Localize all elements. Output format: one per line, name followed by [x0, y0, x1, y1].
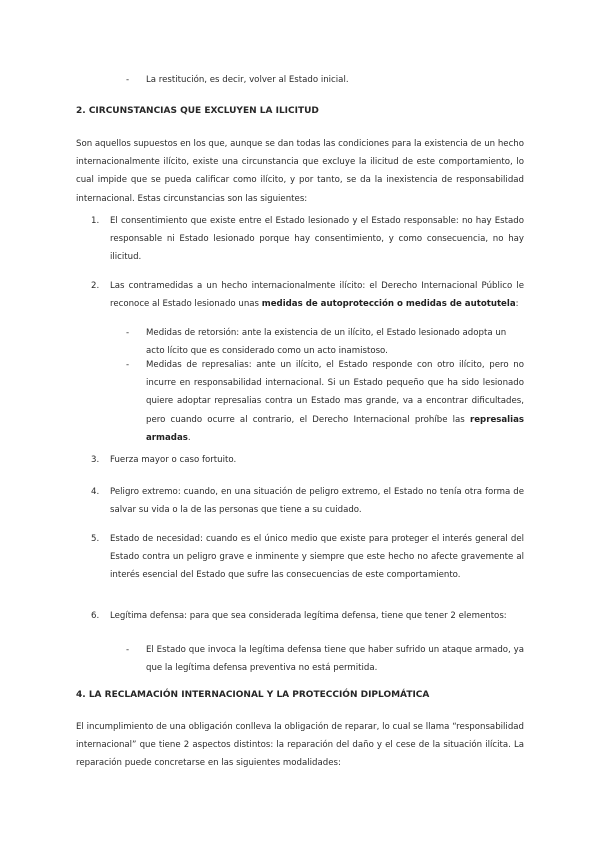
section-2-intro: Son aquellos supuestos en los que, aunque se dan todas las condiciones para la existencia de un hecho internacionalmente ilícito, existe una circunstancia que excluye la ilicitud de este comportamiento, lo cual impide que se pueda calificar como ilícito, y por tanto, se da la inexistencia de responsabilidad internacional. Estas circunstancias son las siguientes:: [76, 139, 524, 204]
list-number: 2.: [91, 281, 100, 291]
item-text-end: :: [515, 299, 519, 310]
sub-item-represalias: [146, 356, 524, 447]
section-4-heading: 4. LA RECLAMACIÓN INTERNACIONAL Y LA PROTECCIÓN DIPLOMÁTICA: [76, 690, 430, 700]
list-number: 4.: [91, 487, 100, 497]
item-text: Las contramedidas a un hecho internacionalmente ilícito: el Derecho Internacional Público le reconoce al Estado lesionado unas: [110, 281, 524, 310]
list-number: 1.: [91, 216, 100, 226]
bold-term: medidas de autoprotección o medidas de autotutela: [261, 299, 516, 310]
section-2-heading: 2. CIRCUNSTANCIAS QUE EXCLUYEN LA ILICITUD: [76, 106, 319, 116]
list-item-legitima-defensa: Legítima defensa: para que sea considerada legítima defensa, tiene que tener 2 elementos:: [110, 611, 507, 621]
item-text-end: .: [187, 432, 191, 443]
bullet-dash: -: [126, 645, 130, 655]
bullet-dash: -: [126, 328, 130, 338]
bold-term: represalias armadas: [146, 414, 524, 443]
list-number: 3.: [91, 455, 100, 465]
list-number: 5.: [91, 534, 100, 544]
bullet-dash: -: [126, 75, 130, 85]
bullet-dash: -: [126, 360, 130, 370]
sub-item-retorsion: Medidas de retorsión: ante la existencia de un ilícito, el Estado lesionado adopta un acto lícito que es considerado como un acto inamistoso.: [146, 328, 507, 357]
list-item-fuerza-mayor: Fuerza mayor o caso fortuito.: [110, 455, 237, 465]
list-item-contramedidas: [110, 277, 524, 313]
list-item-consentimiento: El consentimiento que existe entre el Estado lesionado y el Estado responsable: no hay Estado responsable ni Estado lesionado porque hay consentimiento, y como consecuencia, no hay ilicitud.: [110, 216, 524, 263]
list-item-peligro-extremo: Peligro extremo: cuando, en una situación de peligro extremo, el Estado no tenía otra forma de salvar su vida o la de las personas que tiene a su cuidado.: [110, 487, 524, 516]
sub-item-ataque-armado: El Estado que invoca la legítima defensa tiene que haber sufrido un ataque armado, ya que la legítima defensa preventiva no está permitida.: [146, 645, 524, 674]
list-item-restitucion: La restitución, es decir, volver al Estado inicial.: [146, 75, 349, 85]
section-4-intro: El incumplimiento de una obligación conlleva la obligación de reparar, lo cual se llama “responsabilidad internacional” que tiene 2 aspectos distintos: la reparación del daño y el cese de la situación ilícita. La reparación puede concretarse en las siguientes modalidades:: [76, 722, 524, 769]
item-text: Medidas de represalias: ante un ilícito, el Estado responde con otro ilícito, pero no incurre en responsabilidad internacional. Si un Estado pequeño que ha sido lesionado quiere adoptar represalias contra un Estado mas grande, va a encontrar dificultades, pero cuando ocurre al contrario, el Derecho Internacional prohíbe las: [146, 360, 524, 425]
list-item-estado-necesidad: Estado de necesidad: cuando es el único medio que existe para proteger el interés general del Estado contra un peligro grave e inminente y siempre que este hecho no afecte gravemente al interés esencial del Estado que sufre las consecuencias de este comportamiento.: [110, 534, 524, 581]
list-number: 6.: [91, 611, 100, 621]
